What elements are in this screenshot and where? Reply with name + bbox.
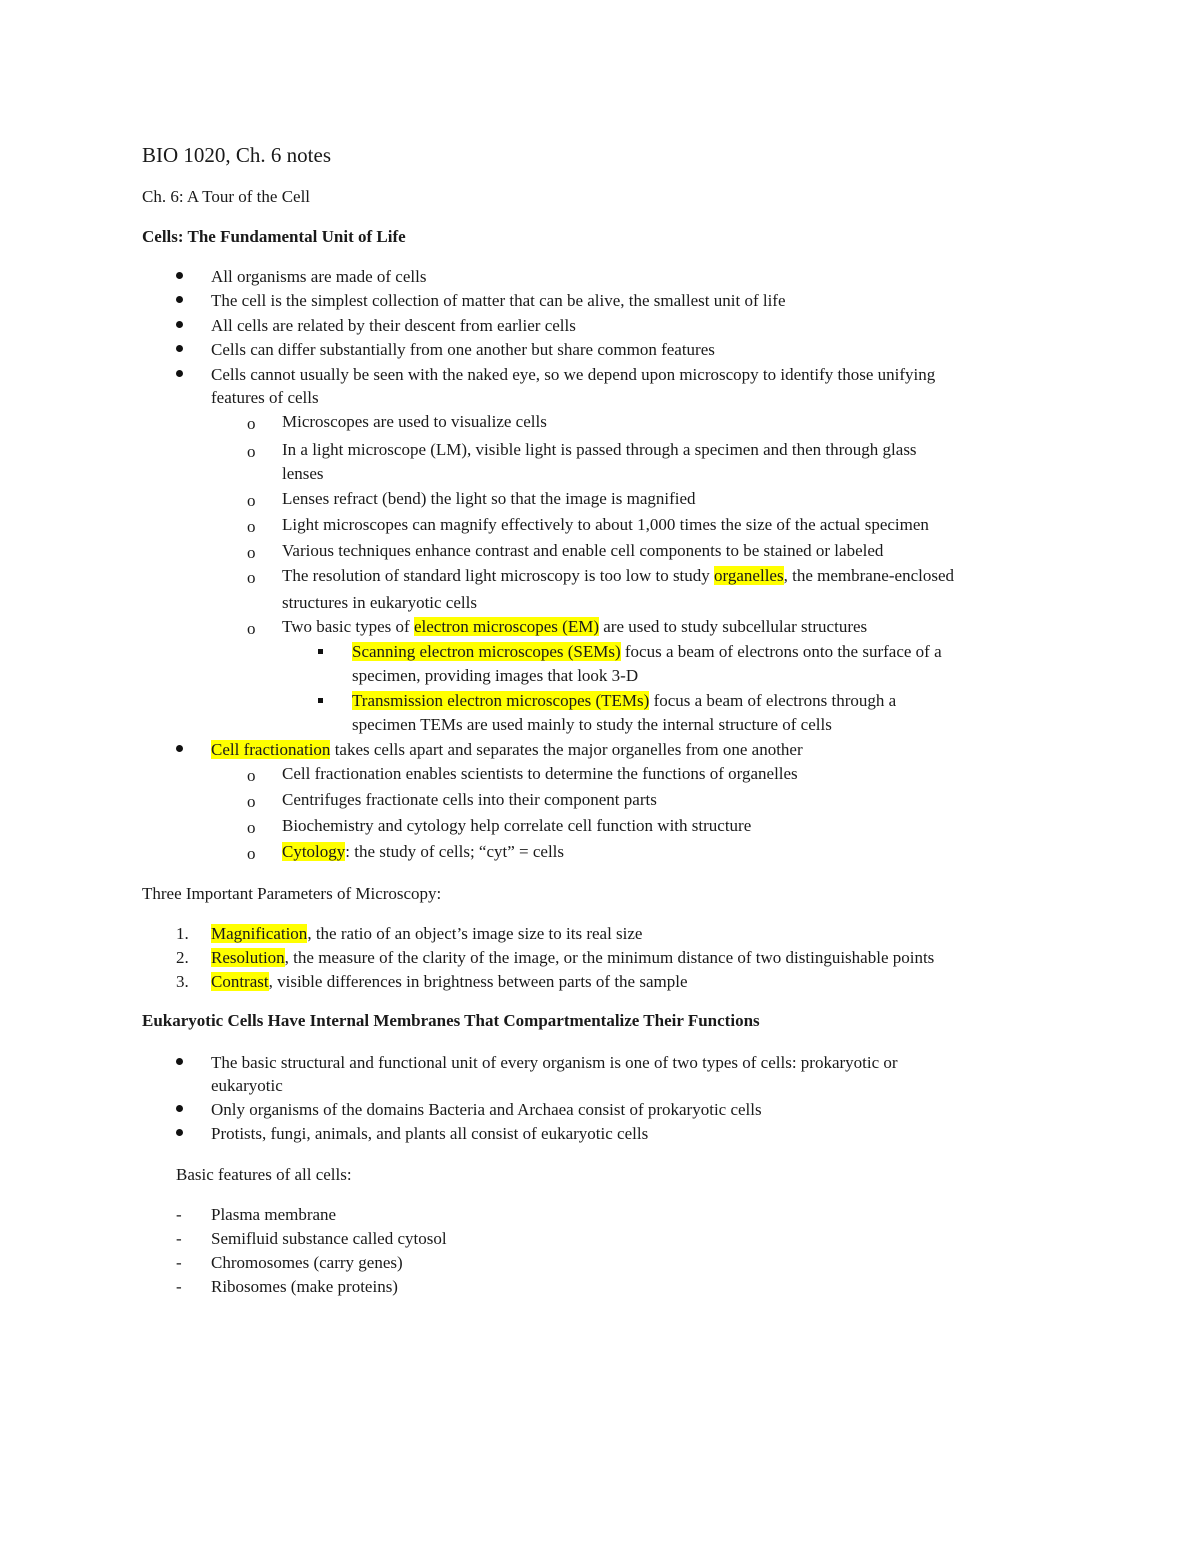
circle-bullet-icon: o (247, 414, 256, 433)
bullet-dot-icon (176, 1105, 183, 1112)
square-bullet-icon (318, 649, 323, 654)
circle-bullet-icon: o (247, 792, 256, 811)
sub-list-item-continuation: structures in eukaryotic cells (282, 593, 477, 612)
circle-bullet-icon: o (247, 818, 256, 837)
text-run: : the study of cells; “cyt” = cells (345, 842, 565, 861)
sub-list-item: Various techniques enhance contrast and enable cell components to be stained or labeled (282, 541, 884, 560)
text-run: , visible differences in brightness between parts of the sample (268, 972, 688, 991)
list-number: 1. (176, 924, 189, 943)
chapter-subtitle: Ch. 6: A Tour of the Cell (142, 187, 311, 206)
text-run: , the measure of the clarity of the image, or the minimum distance of two distinguishable points (284, 948, 935, 967)
highlighted-term: Contrast (211, 972, 269, 991)
bullet-dot-icon (176, 272, 183, 279)
highlighted-term: Transmission electron microscopes (TEMs) (352, 691, 650, 710)
parameters-intro: Three Important Parameters of Microscopy: (142, 884, 442, 903)
highlighted-term: Cell fractionation (211, 740, 331, 759)
sub-list-item: Cell fractionation enables scientists to determine the functions of organelles (282, 764, 798, 783)
text-run: are used to study subcellular structures (599, 617, 868, 636)
bullet-dot-icon (176, 296, 183, 303)
sub-list-item: Centrifuges fractionate cells into their component parts (282, 790, 657, 809)
list-number: 3. (176, 972, 189, 991)
list-item: Only organisms of the domains Bacteria and Archaea consist of prokaryotic cells (211, 1100, 762, 1119)
feature-item: Semifluid substance called cytosol (211, 1229, 447, 1248)
circle-bullet-icon: o (247, 543, 256, 562)
list-item-continuation: eukaryotic (211, 1076, 283, 1095)
sub-list-item: In a light microscope (LM), visible light is passed through a specimen and then through glass (282, 440, 917, 459)
text-run: focus a beam of electrons onto the surface of a (620, 642, 942, 661)
highlighted-term: organelles (714, 566, 784, 585)
features-intro: Basic features of all cells: (176, 1165, 352, 1184)
list-item: Cells cannot usually be seen with the naked eye, so we depend upon microscopy to identify those unifying (211, 365, 936, 384)
circle-bullet-icon: o (247, 844, 256, 863)
dash-bullet: - (176, 1205, 182, 1224)
feature-item: Chromosomes (carry genes) (211, 1253, 403, 1272)
nested-list-item (352, 689, 896, 713)
nested-list-item-continuation: specimen, providing images that look 3-D (352, 666, 639, 685)
sub-list-item-continuation: lenses (282, 464, 324, 483)
list-item: Protists, fungi, animals, and plants all consist of eukaryotic cells (211, 1124, 649, 1143)
highlighted-term: electron microscopes (EM) (413, 617, 599, 636)
section-heading-eukaryotic: Eukaryotic Cells Have Internal Membranes That Compartmentalize Their Functions (142, 1011, 760, 1030)
numbered-item (211, 970, 688, 994)
list-item: The cell is the simplest collection of matter that can be alive, the smallest unit of life (211, 291, 786, 310)
sub-list-item: Biochemistry and cytology help correlate cell function with structure (282, 816, 752, 835)
dash-bullet: - (176, 1277, 182, 1296)
bullet-dot-icon (176, 321, 183, 328)
numbered-item (211, 922, 642, 946)
list-item-continuation: features of cells (211, 388, 319, 407)
sub-list-item: Light microscopes can magnify effectively to about 1,000 times the size of the actual specimen (282, 515, 929, 534)
list-item: Cells can differ substantially from one another but share common features (211, 340, 715, 359)
text-run: takes cells apart and separates the major organelles from one another (330, 740, 803, 759)
list-item: All organisms are made of cells (211, 267, 427, 286)
list-number: 2. (176, 948, 189, 967)
dash-bullet: - (176, 1229, 182, 1248)
section-heading-cells: Cells: The Fundamental Unit of Life (142, 227, 406, 246)
nested-list-item-continuation: specimen TEMs are used mainly to study the internal structure of cells (352, 715, 832, 734)
feature-item: Plasma membrane (211, 1205, 337, 1224)
feature-item: Ribosomes (make proteins) (211, 1277, 398, 1296)
bullet-dot-icon (176, 1058, 183, 1065)
list-item (211, 738, 803, 762)
text-run: , the membrane-enclosed (783, 566, 954, 585)
highlighted-term: Cytology (282, 842, 346, 861)
sub-list-item (282, 615, 867, 639)
text-run: The resolution of standard light microscopy is too low to study (282, 566, 715, 585)
sub-list-item: Microscopes are used to visualize cells (282, 412, 547, 431)
square-bullet-icon (318, 698, 323, 703)
bullet-dot-icon (176, 745, 183, 752)
dash-bullet: - (176, 1253, 182, 1272)
text-run: focus a beam of electrons through a (649, 691, 897, 710)
text-run: , the ratio of an object’s image size to its real size (307, 924, 643, 943)
sub-list-item (282, 840, 564, 864)
highlighted-term: Magnification (211, 924, 308, 943)
circle-bullet-icon: o (247, 619, 256, 638)
sub-list-item: Lenses refract (bend) the light so that the image is magnified (282, 489, 696, 508)
numbered-item (211, 946, 934, 970)
circle-bullet-icon: o (247, 442, 256, 461)
circle-bullet-icon: o (247, 568, 256, 587)
bullet-dot-icon (176, 1129, 183, 1136)
list-item: All cells are related by their descent from earlier cells (211, 316, 576, 335)
highlighted-term: Scanning electron microscopes (SEMs) (352, 642, 621, 661)
highlighted-term: Resolution (211, 948, 285, 967)
bullet-dot-icon (176, 370, 183, 377)
circle-bullet-icon: o (247, 766, 256, 785)
bullet-dot-icon (176, 345, 183, 352)
sub-list-item (282, 564, 954, 588)
circle-bullet-icon: o (247, 491, 256, 510)
nested-list-item (352, 640, 942, 664)
circle-bullet-icon: o (247, 517, 256, 536)
text-run: Two basic types of (282, 617, 414, 636)
list-item: The basic structural and functional unit of every organism is one of two types of cells: prokaryotic or (211, 1053, 898, 1072)
document-title: BIO 1020, Ch. 6 notes (142, 143, 331, 167)
